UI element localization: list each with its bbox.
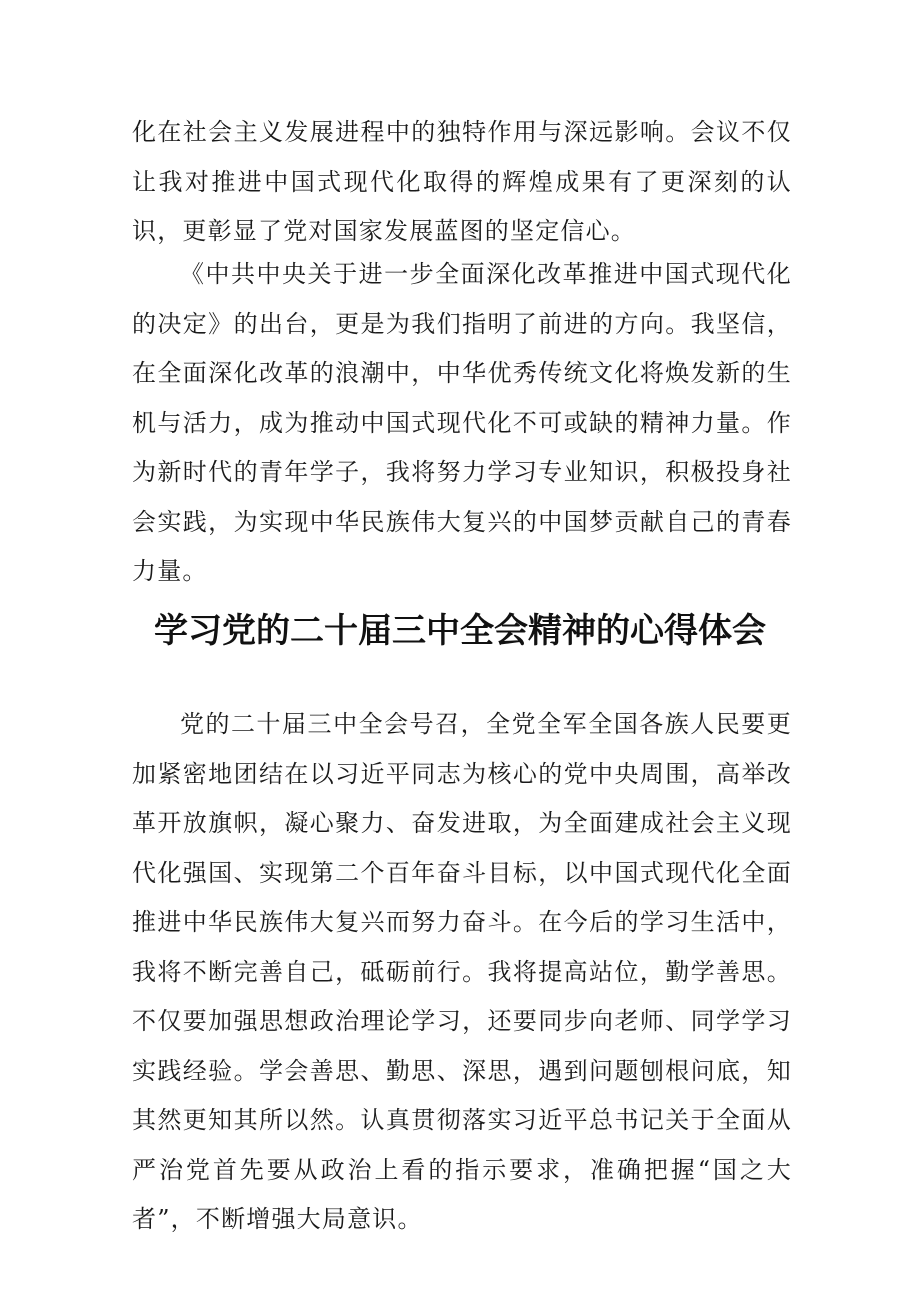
section-title: 学习党的二十届三中全会精神的心得体会 [154,611,766,651]
body-paragraph-continuation: 化在社会主义发展进程中的独特作用与深远影响。会议不仅让我对推进中国式现代化取得的辉煌成果有了更深刻的认识，更彰显了党对国家发展蓝图的坚定信心。 [132,118,792,245]
body-paragraph-decision: 《中共中央关于进一步全面深化改革推进中国式现代化的决定》的出台，更是为我们指明了前进的方向。我坚信，在全面深化改革的浪潮中，中华优秀传统文化将焕发新的生机与活力，成为推动中国式现代化不可或缺的精神力量。作为新时代的青年学子，我将努力学习专业知识，积极投身社会实践，为实现中华民族伟大复兴的中国梦贡献自己的青春力量。 [132,260,792,585]
body-paragraph-plenum: 党的二十届三中全会号召，全党全军全国各族人民要更加紧密地团结在以习近平同志为核心的党中央周围，高举改革开放旗帜，凝心聚力、奋发进取，为全面建成社会主义现代化强国、实现第二个百年奋斗目标，以中国式现代化全面推进中华民族伟大复兴而努力奋斗。在今后的学习生活中，我将不断完善自己，砥砺前行。我将提高站位，勤学善思。不仅要加强思想政治理论学习，还要同步向老师、同学学习实践经验。学会善思、勤思、深思，遇到问题刨根问底，知其然更知其所以然。认真贯彻落实习近平总书记关于全面从严治党首先要从政治上看的指示要求，准确把握“国之大者”，不断增强大局意识。 [132,710,792,1233]
